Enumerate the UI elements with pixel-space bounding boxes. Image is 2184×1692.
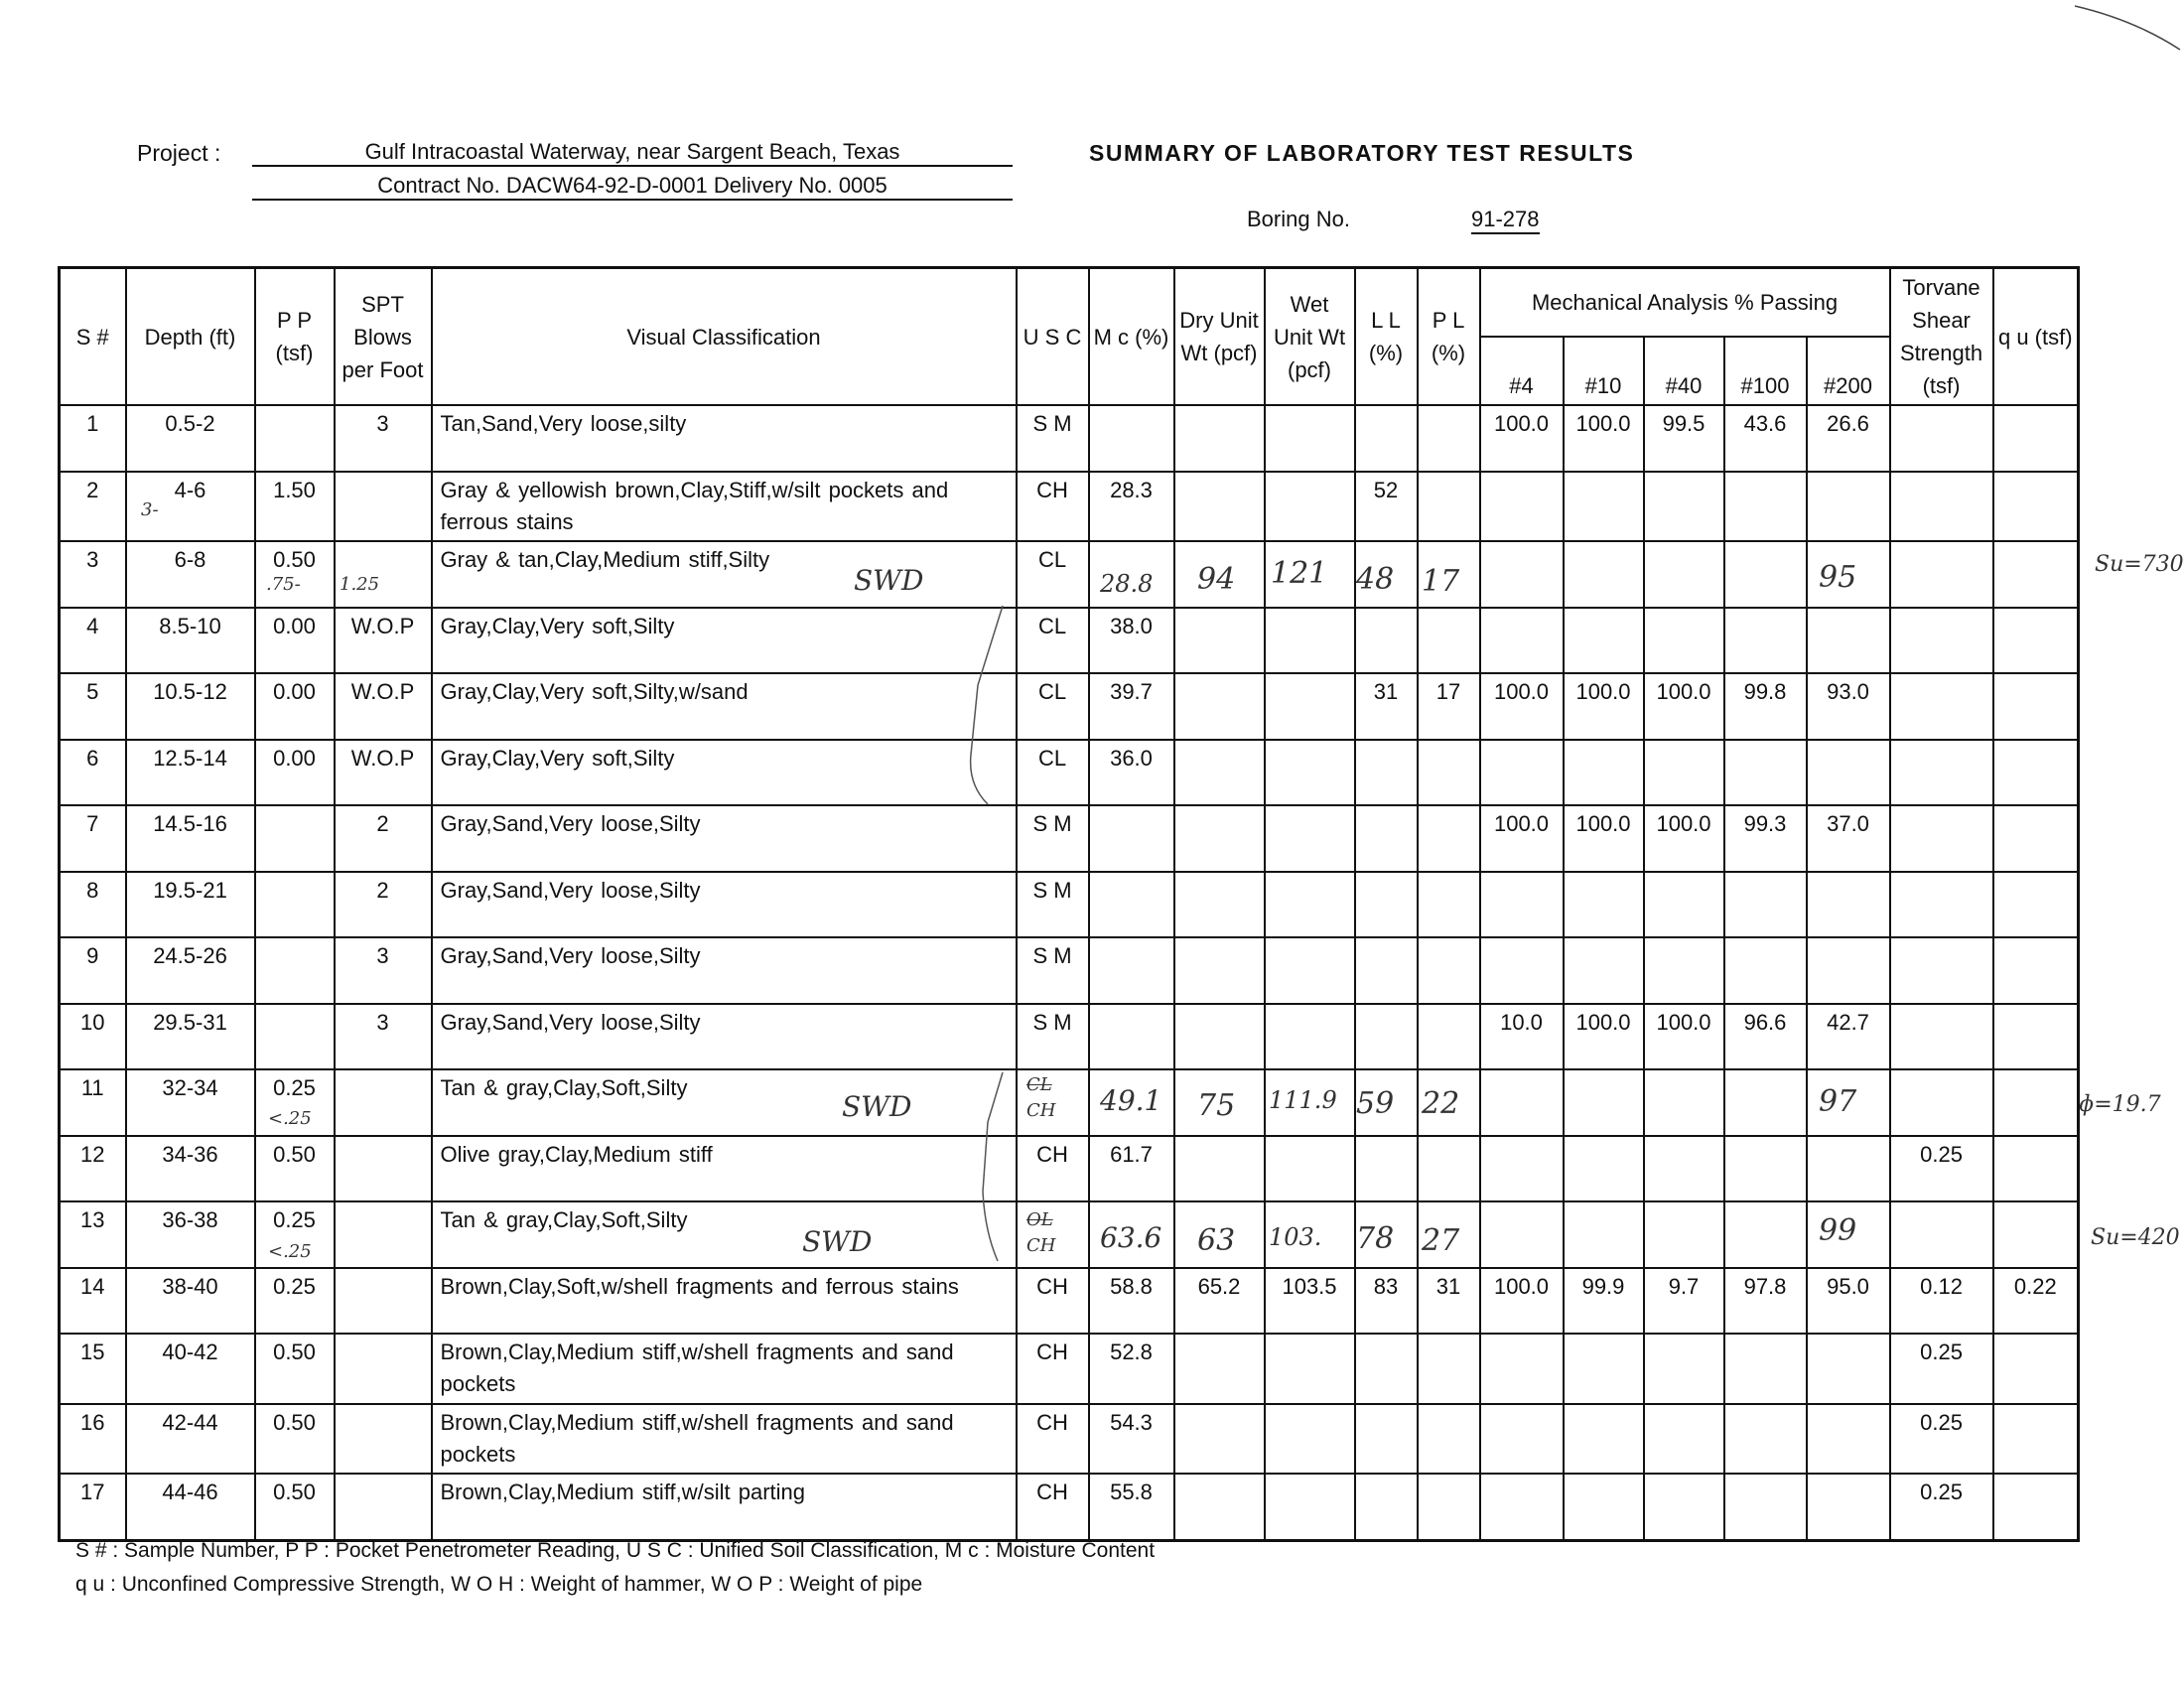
cell-pp: 0.00 (255, 740, 335, 806)
cell-mc: 39.7 (1089, 673, 1174, 740)
col-pp: P P (tsf) (255, 268, 335, 406)
cell-pp: 0.25 (255, 1268, 335, 1335)
cell-sample-number: 7 (60, 805, 126, 872)
cell-torvane: 0.12 (1890, 1268, 1993, 1335)
cell-spt: 3 (335, 405, 432, 472)
cell-visual-classification: Gray & tan,Clay,Medium stiff,Silty (432, 541, 1017, 608)
cell-depth: 6-8 (126, 541, 255, 608)
cell-spt: 2 (335, 872, 432, 938)
handwritten-p200: 97 (1819, 1084, 1857, 1119)
col-mechanical-analysis: Mechanical Analysis % Passing (1480, 268, 1890, 337)
cell-ll: 83 (1355, 1268, 1418, 1335)
cell-mc: 36.0 (1089, 740, 1174, 806)
cell-pp: 0.50 (255, 1404, 335, 1475)
cell-torvane: 0.25 (1890, 1334, 1993, 1404)
cell-wet-unit-wt: 103.5 (1265, 1268, 1355, 1335)
cell-torvane: 0.25 (1890, 1404, 1993, 1475)
cell-sieve-4: 100.0 (1480, 673, 1564, 740)
col-sieve-10: #10 (1564, 337, 1644, 405)
handwritten-usc-corrected: CH (1026, 1235, 1056, 1256)
cell-spt: W.O.P (335, 608, 432, 674)
cell-sieve-4: 100.0 (1480, 1268, 1564, 1335)
cell-pp: 0.50 (255, 1474, 335, 1540)
handwritten-mc: 49.1 (1100, 1084, 1162, 1117)
cell-sample-number: 8 (60, 872, 126, 938)
cell-depth: 32-34 (126, 1069, 255, 1136)
cell-sieve-40: 100.0 (1644, 673, 1724, 740)
cell-usc: CH (1017, 1404, 1089, 1475)
cell-visual-classification: Gray,Sand,Very loose,Silty (432, 1004, 1017, 1070)
cell-visual-classification: Gray,Clay,Very soft,Silty (432, 608, 1017, 674)
cell-depth: 40-42 (126, 1334, 255, 1404)
cell-depth: 36-38 (126, 1201, 255, 1268)
cell-sieve-40: 9.7 (1644, 1268, 1724, 1335)
cell-sample-number: 16 (60, 1404, 126, 1475)
cell-depth: 38-40 (126, 1268, 255, 1335)
cell-visual-classification: Gray,Clay,Very soft,Silty (432, 740, 1017, 806)
cell-mc: 28.3 (1089, 472, 1174, 542)
cell-ll: 31 (1355, 673, 1418, 740)
cell-mc: 54.3 (1089, 1404, 1174, 1475)
cell-depth: 19.5-21 (126, 872, 255, 938)
cell-depth: 29.5-31 (126, 1004, 255, 1070)
cell-pp: 0.00 (255, 608, 335, 674)
cell-usc: CL (1017, 608, 1089, 674)
cell-usc: CH (1017, 1474, 1089, 1540)
handwritten-margin-note: ɸ=19.7 (2079, 1092, 2161, 1117)
cell-spt: 3 (335, 937, 432, 1004)
cell-sample-number: 6 (60, 740, 126, 806)
handwritten-swd-mark: SWD (802, 1225, 873, 1258)
cell-depth: 12.5-14 (126, 740, 255, 806)
cell-pp: 0.25 (255, 1069, 335, 1136)
pencil-bracket (983, 1072, 1003, 1261)
handwritten-depth-note: 3- (141, 499, 159, 520)
cell-visual-classification: Gray & yellowish brown,Clay,Stiff,w/silt pockets and ferrous stains (432, 472, 1017, 542)
handwritten-mc: 63.6 (1100, 1221, 1162, 1254)
scan-mark (2075, 6, 2180, 50)
handwritten-pp-range: <.25 (268, 1108, 312, 1129)
col-mc: M c (%) (1089, 268, 1174, 406)
cell-usc: S M (1017, 1004, 1089, 1070)
cell-sieve-200: 37.0 (1807, 805, 1890, 872)
cell-sieve-40: 100.0 (1644, 1004, 1724, 1070)
cell-sieve-4: 100.0 (1480, 805, 1564, 872)
handwritten-margin-note: Su=730 (2095, 552, 2184, 577)
col-qu: q u (tsf) (1993, 268, 2079, 406)
handwritten-ll: 78 (1356, 1221, 1395, 1256)
legend-line: S # : Sample Number, P P : Pocket Penetrometer Reading, U S C : Unified Soil Classification, M c : Moisture Content (75, 1539, 1156, 1562)
cell-pp: 0.50 (255, 1334, 335, 1404)
cell-usc: S M (1017, 405, 1089, 472)
handwritten-pl: 17 (1422, 564, 1460, 599)
cell-usc: CL (1017, 740, 1089, 806)
cell-mc: 58.8 (1089, 1268, 1174, 1335)
cell-sample-number: 13 (60, 1201, 126, 1268)
legend-line: q u : Unconfined Compressive Strength, W O H : Weight of hammer, W O P : Weight of pipe (75, 1573, 923, 1596)
handwritten-usc-corrected: CH (1026, 1100, 1056, 1121)
col-torvane: Torvane Shear Strength (tsf) (1890, 268, 1993, 406)
cell-sieve-200: 42.7 (1807, 1004, 1890, 1070)
col-sieve-200: #200 (1807, 337, 1890, 405)
handwritten-wet-wt: 103. (1269, 1223, 1322, 1251)
cell-sample-number: 4 (60, 608, 126, 674)
cell-visual-classification: Gray,Sand,Very loose,Silty (432, 805, 1017, 872)
handwritten-ll: 48 (1356, 562, 1395, 597)
cell-sample-number: 9 (60, 937, 126, 1004)
handwritten-pl: 22 (1422, 1086, 1460, 1121)
cell-visual-classification: Olive gray,Clay,Medium stiff (432, 1136, 1017, 1202)
cell-sieve-4: 10.0 (1480, 1004, 1564, 1070)
col-usc: U S C (1017, 268, 1089, 406)
handwritten-margin-note: Su=420 (2091, 1225, 2180, 1250)
cell-sieve-200: 26.6 (1807, 405, 1890, 472)
handwritten-wet-wt: 111.9 (1269, 1086, 1337, 1114)
cell-sample-number: 10 (60, 1004, 126, 1070)
col-pl: P L (%) (1418, 268, 1480, 406)
cell-ll: 52 (1355, 472, 1418, 542)
cell-usc: CL (1017, 541, 1089, 608)
cell-depth: 42-44 (126, 1404, 255, 1475)
col-ll: L L (%) (1355, 268, 1418, 406)
cell-sieve-100: 97.8 (1724, 1268, 1807, 1335)
contract-number: Contract No. DACW64-92-D-0001 Delivery No. 0005 (252, 173, 1013, 201)
col-wet-unit-wt: Wet Unit Wt (pcf) (1265, 268, 1355, 406)
cell-sieve-10: 100.0 (1564, 673, 1644, 740)
cell-visual-classification: Brown,Clay,Medium stiff,w/silt parting (432, 1474, 1017, 1540)
cell-pp: 0.00 (255, 673, 335, 740)
col-sieve-100: #100 (1724, 337, 1807, 405)
handwritten-mc: 28.8 (1100, 570, 1154, 598)
cell-visual-classification: Tan,Sand,Very loose,silty (432, 405, 1017, 472)
cell-sieve-100: 96.6 (1724, 1004, 1807, 1070)
cell-sieve-10: 100.0 (1564, 1004, 1644, 1070)
cell-usc: CH (1017, 1136, 1089, 1202)
col-dry-unit-wt: Dry Unit Wt (pcf) (1174, 268, 1265, 406)
cell-visual-classification: Gray,Sand,Very loose,Silty (432, 937, 1017, 1004)
cell-sieve-200: 93.0 (1807, 673, 1890, 740)
cell-depth: 8.5-10 (126, 608, 255, 674)
cell-sieve-100: 43.6 (1724, 405, 1807, 472)
cell-pp: 1.50 (255, 472, 335, 542)
cell-mc: 55.8 (1089, 1474, 1174, 1540)
cell-sieve-100: 99.3 (1724, 805, 1807, 872)
cell-usc: CH (1017, 472, 1089, 542)
cell-mc: 61.7 (1089, 1136, 1174, 1202)
cell-sieve-40: 99.5 (1644, 405, 1724, 472)
project-name: Gulf Intracoastal Waterway, near Sargent Beach, Texas (252, 139, 1013, 167)
cell-sieve-40: 100.0 (1644, 805, 1724, 872)
handwritten-usc-struck: CL (1026, 1074, 1052, 1095)
cell-sample-number: 17 (60, 1474, 126, 1540)
handwritten-usc-struck: OL (1026, 1209, 1053, 1230)
cell-visual-classification: Brown,Clay,Soft,w/shell fragments and ferrous stains (432, 1268, 1017, 1335)
col-depth: Depth (ft) (126, 268, 255, 406)
cell-visual-classification: Brown,Clay,Medium stiff,w/shell fragments and sand pockets (432, 1404, 1017, 1475)
cell-sieve-100: 99.8 (1724, 673, 1807, 740)
cell-sample-number: 15 (60, 1334, 126, 1404)
cell-mc: 52.8 (1089, 1334, 1174, 1404)
handwritten-wet-wt: 121 (1271, 556, 1328, 591)
handwritten-pp-range: <.25 (268, 1241, 312, 1262)
cell-visual-classification: Gray,Sand,Very loose,Silty (432, 872, 1017, 938)
cell-pl: 17 (1418, 673, 1480, 740)
cell-spt: W.O.P (335, 673, 432, 740)
cell-depth: 4-6 (126, 472, 255, 542)
cell-spt: 3 (335, 1004, 432, 1070)
handwritten-spt-note: 1.25 (340, 574, 380, 595)
cell-depth: 10.5-12 (126, 673, 255, 740)
page-title: SUMMARY OF LABORATORY TEST RESULTS (1089, 140, 1635, 166)
col-visual-classification: Visual Classification (432, 268, 1017, 406)
cell-torvane: 0.25 (1890, 1474, 1993, 1540)
handwritten-pl: 27 (1422, 1223, 1460, 1258)
col-spt: SPT Blows per Foot (335, 268, 432, 406)
handwritten-p200: 95 (1819, 560, 1857, 595)
cell-sample-number: 12 (60, 1136, 126, 1202)
cell-usc: S M (1017, 805, 1089, 872)
cell-sample-number: 5 (60, 673, 126, 740)
project-label: Project : (137, 140, 221, 166)
handwritten-p200: 99 (1819, 1213, 1857, 1248)
cell-sample-number: 14 (60, 1268, 126, 1335)
cell-usc: S M (1017, 872, 1089, 938)
cell-depth: 0.5-2 (126, 405, 255, 472)
cell-usc: CL (1017, 673, 1089, 740)
cell-mc: 38.0 (1089, 608, 1174, 674)
handwritten-ll: 59 (1356, 1086, 1395, 1121)
cell-sample-number: 1 (60, 405, 126, 472)
cell-sieve-10: 99.9 (1564, 1268, 1644, 1335)
cell-dry-unit-wt: 65.2 (1174, 1268, 1265, 1335)
cell-sieve-200: 95.0 (1807, 1268, 1890, 1335)
handwritten-dry-wt: 75 (1197, 1088, 1236, 1123)
cell-sieve-10: 100.0 (1564, 805, 1644, 872)
cell-depth: 34-36 (126, 1136, 255, 1202)
cell-qu: 0.22 (1993, 1268, 2079, 1335)
cell-pp: 0.50 (255, 541, 335, 608)
handwritten-pp-range: .75- (266, 574, 301, 595)
cell-usc: CH (1017, 1268, 1089, 1335)
pencil-bracket (971, 606, 1003, 804)
cell-depth: 44-46 (126, 1474, 255, 1540)
col-sieve-40: #40 (1644, 337, 1724, 405)
cell-depth: 14.5-16 (126, 805, 255, 872)
cell-sample-number: 11 (60, 1069, 126, 1136)
cell-visual-classification: Gray,Clay,Very soft,Silty,w/sand (432, 673, 1017, 740)
cell-pl: 31 (1418, 1268, 1480, 1335)
col-sample-number: S # (60, 268, 126, 406)
cell-spt: 2 (335, 805, 432, 872)
col-sieve-4: #4 (1480, 337, 1564, 405)
cell-sieve-10: 100.0 (1564, 405, 1644, 472)
handwritten-dry-wt: 94 (1197, 562, 1236, 597)
cell-sieve-4: 100.0 (1480, 405, 1564, 472)
cell-usc: S M (1017, 937, 1089, 1004)
boring-label: Boring No. (1247, 207, 1350, 231)
handwritten-dry-wt: 63 (1197, 1223, 1236, 1258)
cell-usc: CH (1017, 1334, 1089, 1404)
cell-pp: 0.25 (255, 1201, 335, 1268)
cell-sample-number: 2 (60, 472, 126, 542)
cell-depth: 24.5-26 (126, 937, 255, 1004)
cell-pp: 0.50 (255, 1136, 335, 1202)
cell-spt: W.O.P (335, 740, 432, 806)
handwritten-swd-mark: SWD (842, 1090, 912, 1123)
cell-torvane: 0.25 (1890, 1136, 1993, 1202)
cell-visual-classification: Brown,Clay,Medium stiff,w/shell fragments and sand pockets (432, 1334, 1017, 1404)
cell-visual-classification: Tan & gray,Clay,Soft,Silty (432, 1201, 1017, 1268)
cell-visual-classification: Tan & gray,Clay,Soft,Silty (432, 1069, 1017, 1136)
cell-sample-number: 3 (60, 541, 126, 608)
boring-number: 91-278 (1471, 207, 1540, 234)
handwritten-swd-mark: SWD (854, 564, 924, 597)
